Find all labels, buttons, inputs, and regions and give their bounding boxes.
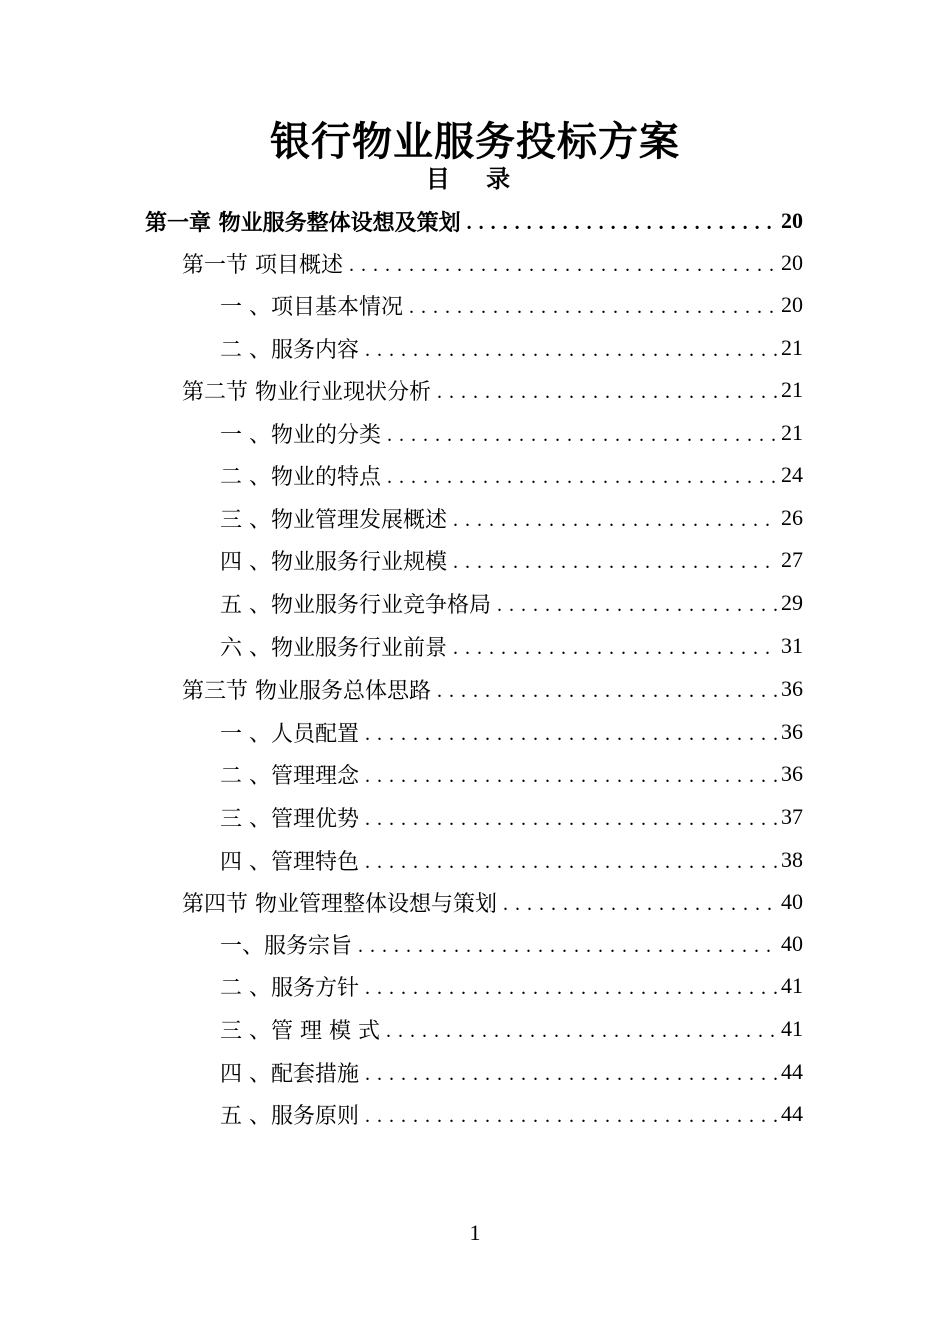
toc-entry[interactable]	[220, 539, 803, 581]
toc-dot-leader	[349, 254, 777, 277]
toc-entry[interactable]	[220, 923, 803, 965]
toc-entry-page: 21	[781, 420, 803, 445]
toc-entry[interactable]	[220, 582, 803, 624]
document-title: 银行物业服务投标方案	[270, 118, 680, 165]
toc-dot-leader	[365, 339, 777, 362]
toc-entry[interactable]	[220, 412, 803, 454]
toc-entry-label: 一 、人员配置	[220, 721, 359, 747]
toc-entry-page: 20	[781, 250, 803, 275]
toc-dot-leader	[365, 723, 777, 746]
toc-entry-page: 24	[781, 462, 803, 487]
toc-entry[interactable]	[220, 796, 803, 838]
toc-dot-leader	[365, 1063, 777, 1086]
toc-entry-page: 38	[781, 847, 803, 872]
toc-entry-label: 三 、物业管理发展概述	[220, 507, 447, 533]
toc-entry-page: 40	[781, 931, 803, 956]
toc-dot-leader	[453, 637, 777, 660]
toc-entry-label: 二 、管理理念	[220, 763, 359, 789]
toc-dot-leader	[365, 808, 777, 831]
toc-heading: 目 录	[425, 164, 525, 193]
toc-entry-label: 第三节 物业服务总体思路	[182, 678, 431, 704]
toc-entry-page: 36	[781, 761, 803, 786]
toc-dot-leader	[387, 424, 777, 447]
page-number: 1	[469, 1220, 481, 1245]
toc-entry-label: 五 、物业服务行业竞争格局	[220, 592, 491, 618]
toc-entry[interactable]	[220, 1093, 803, 1135]
toc-entry-page: 26	[781, 505, 803, 530]
toc-entry-page: 27	[781, 547, 803, 572]
toc-entry-label: 二 、服务内容	[220, 337, 359, 363]
toc-entry[interactable]	[182, 881, 803, 923]
toc-entry-page: 20	[781, 292, 803, 317]
toc-entry-label: 一 、物业的分类	[220, 422, 381, 448]
toc-entry-label: 第四节 物业管理整体设想与策划	[182, 891, 497, 917]
toc-entry-page: 40	[781, 889, 803, 914]
toc-dot-leader	[365, 977, 777, 1000]
toc-entry-label: 第一节 项目概述	[182, 252, 343, 278]
toc-entry[interactable]	[220, 454, 803, 496]
toc-entry-page: 36	[781, 719, 803, 744]
toc-entry-page: 21	[781, 377, 803, 402]
toc-dot-leader	[386, 1020, 777, 1043]
toc-dot-leader	[437, 680, 777, 703]
toc-dot-leader	[497, 594, 777, 617]
toc-dot-leader	[365, 851, 777, 874]
toc-entry-label: 六 、物业服务行业前景	[220, 635, 447, 661]
toc-entry-label: 第一章 物业服务整体设想及策划	[145, 209, 461, 236]
toc-entry[interactable]	[220, 753, 803, 795]
toc-entry-label: 一、服务宗旨	[220, 933, 353, 959]
toc-entry[interactable]	[220, 327, 803, 369]
toc-entry[interactable]	[182, 242, 803, 284]
toc-entry-label: 五 、服务原则	[220, 1103, 359, 1129]
toc-entry-label: 二 、服务方针	[220, 975, 359, 1001]
toc-dot-leader	[358, 935, 777, 958]
toc-entry[interactable]	[220, 839, 803, 881]
toc-entry-label: 第二节 物业行业现状分析	[182, 379, 431, 405]
toc-entry-label: 一 、项目基本情况	[220, 294, 403, 320]
toc-dot-leader	[365, 1105, 777, 1128]
toc-entry-page: 36	[781, 676, 803, 701]
toc-entry-page: 44	[781, 1101, 803, 1126]
toc-entry-page: 31	[781, 633, 803, 658]
toc-entry-label: 四 、配套措施	[220, 1061, 359, 1087]
toc-entry[interactable]	[220, 625, 803, 667]
toc-entry-label: 二 、物业的特点	[220, 464, 381, 490]
toc-entry-page: 21	[781, 335, 803, 360]
toc-entry[interactable]	[220, 497, 803, 539]
toc-entry-label: 三 、管 理 模 式	[220, 1018, 380, 1044]
toc-dot-leader	[437, 381, 777, 404]
toc-entry-label: 三 、管理优势	[220, 806, 359, 832]
toc-dot-leader	[467, 212, 777, 235]
toc-entry-page: 44	[781, 1059, 803, 1084]
toc-entry[interactable]	[220, 1051, 803, 1093]
toc-entry-page: 20	[781, 208, 803, 233]
toc-entry-label: 四 、管理特色	[220, 849, 359, 875]
toc-entry-page: 37	[781, 804, 803, 829]
toc-entry[interactable]	[182, 668, 803, 710]
toc-entry-page: 41	[781, 973, 803, 998]
toc-entry-label: 四 、物业服务行业规模	[220, 549, 447, 575]
toc-dot-leader	[409, 296, 777, 319]
toc-dot-leader	[387, 466, 777, 489]
toc-entry[interactable]	[220, 284, 803, 326]
toc-entry[interactable]	[220, 965, 803, 1007]
toc-entry[interactable]	[220, 1008, 803, 1050]
toc-dot-leader	[453, 551, 777, 574]
toc-entry-page: 41	[781, 1016, 803, 1041]
toc-entry[interactable]	[220, 711, 803, 753]
toc-entry[interactable]	[182, 369, 803, 411]
toc-entry-page: 29	[781, 590, 803, 615]
toc-dot-leader	[453, 509, 777, 532]
toc-entry[interactable]	[145, 200, 803, 242]
toc-dot-leader	[365, 765, 777, 788]
toc-dot-leader	[503, 893, 777, 916]
